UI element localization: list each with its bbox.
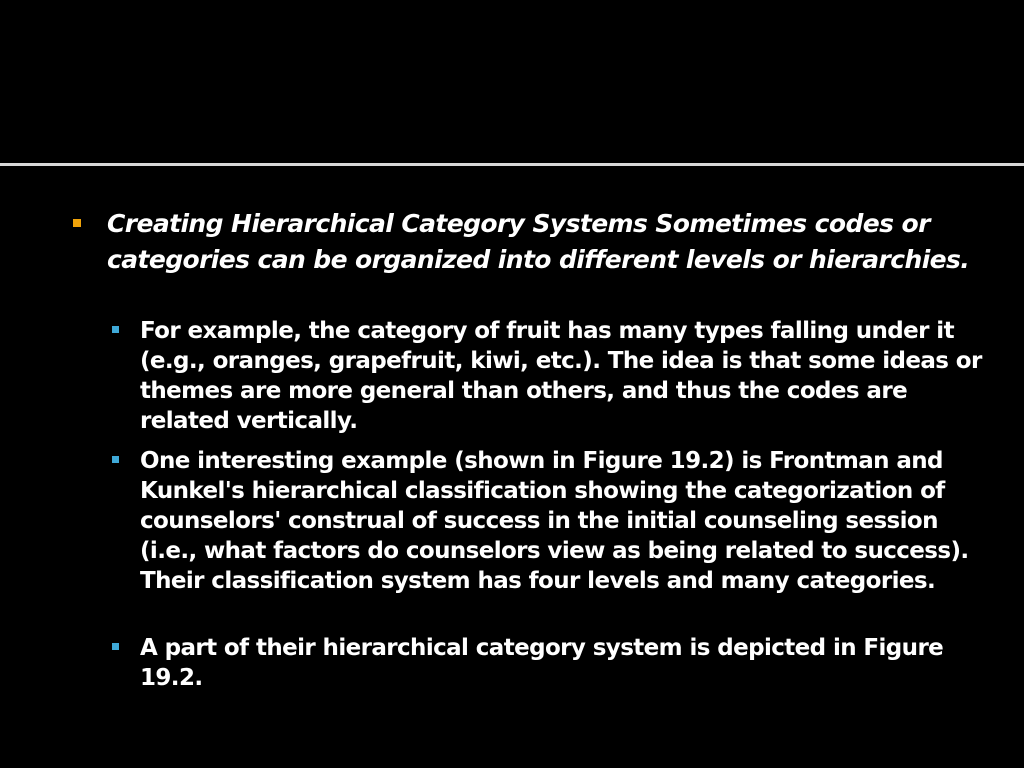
sub-bullet-square-icon <box>112 643 119 650</box>
sub-bullet-square-icon <box>112 326 119 333</box>
bullet-square-icon <box>73 219 81 227</box>
main-bullet-text: Creating Hierarchical Category Systems Sometimes codes or categories can be organized into different levels or hierarchies. <box>107 209 970 274</box>
title-band <box>0 0 1024 160</box>
sub-bullet-2-text: One interesting example (shown in Figure 19.2) is Frontman and Kunkel's hierarchical classification showing the categorization of counselors' construal of success in the initial counseling session (i.e., what factors do counselors view as being related to success). Their classification system has four levels and many categories. <box>140 448 969 594</box>
sub-bullet-1-text: For example, the category of fruit has many types falling under it (e.g., oranges, grapefruit, kiwi, etc.). The idea is that some ideas or themes are more general than others, and thus the codes are related vertically. <box>140 318 982 434</box>
sub-bullet-3-text: A part of their hierarchical category system is depicted in Figure 19.2. <box>140 635 944 691</box>
sub-bullet-square-icon <box>112 456 119 463</box>
title-divider <box>0 163 1024 166</box>
